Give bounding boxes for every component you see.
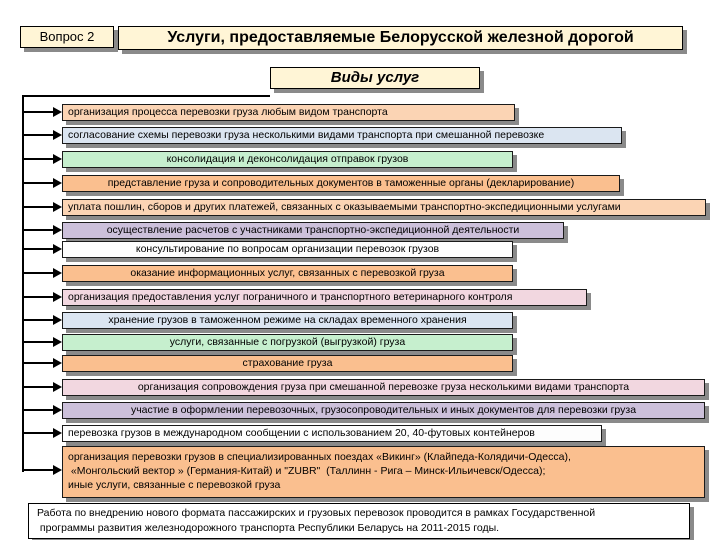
program-note-line-2: программы развития железнодорожного транспорта Республики Беларусь на 2011-2015 годы. — [37, 522, 500, 534]
connector-branch-6 — [24, 229, 53, 231]
connector-branch-13 — [24, 386, 53, 388]
question-label: Вопрос 2 — [20, 26, 114, 48]
service-item-7: консультирование по вопросам организации перевозок грузов — [62, 241, 513, 258]
special-trains-line-3: иные услуги, связанные с перевозкой груза — [68, 479, 281, 491]
arrow-icon — [53, 154, 62, 164]
connector-branch-2 — [24, 134, 53, 136]
special-trains-line-1: организация перевозки грузов в специализированных поездах «Викинг» (Клайпеда-Колядичи-Одесса), — [68, 451, 571, 463]
service-item-2: согласование схемы перевозки груза несколькими видами транспорта при смешанной перевозке — [62, 127, 622, 144]
service-item-6: осуществление расчетов с участниками транспортно-экспедиционной деятельности — [62, 222, 564, 239]
service-item-11: услуги, связанные с погрузкой (выгрузкой) груза — [62, 334, 513, 351]
program-note — [28, 503, 690, 539]
arrow-icon — [53, 130, 62, 140]
service-item-3: консолидация и деконсолидация отправок грузов — [62, 151, 513, 168]
arrow-icon — [53, 358, 62, 368]
connector-branch-7 — [24, 248, 53, 250]
connector-branch-11 — [24, 341, 53, 343]
service-item-13: организация сопровождения груза при смешанной перевозке груза несколькими видами транспорта — [62, 379, 705, 396]
arrow-icon — [53, 268, 62, 278]
arrow-icon — [53, 225, 62, 235]
service-item-1: организация процесса перевозки груза любым видом транспорта — [62, 104, 515, 121]
service-item-12: страхование груза — [62, 355, 513, 372]
arrow-icon — [53, 292, 62, 302]
service-item-14: участие в оформлении перевозочных, грузосопроводительных и иных документов для перевозки груза — [62, 402, 705, 419]
connector-branch-special-trains — [24, 469, 53, 471]
connector-trunk — [22, 96, 24, 472]
program-note-line-1: Работа по внедрению нового формата пассажирских и грузовых перевозок проводится в рамках Государственной — [37, 507, 596, 519]
arrow-icon — [53, 244, 62, 254]
arrow-icon — [53, 107, 62, 117]
arrow-icon — [53, 465, 62, 475]
connector-branch-5 — [24, 206, 53, 208]
connector-branch-12 — [24, 362, 53, 364]
arrow-icon — [53, 428, 62, 438]
arrow-icon — [53, 202, 62, 212]
special-trains-line-2: «Монгольский вектор » (Германия-Китай) и "ZUBR" (Таллинн - Рига – Минск-Ильичевск/Одесса); — [68, 465, 546, 477]
service-item-special-trains — [62, 446, 705, 498]
service-item-9: организация предоставления услуг пограничного и транспортного ветеринарного контроля — [62, 289, 587, 306]
connector-branch-9 — [24, 296, 53, 298]
arrow-icon — [53, 337, 62, 347]
root-node-service-types: Виды услуг — [270, 67, 480, 89]
service-item-8: оказание информационных услуг, связанных с перевозкой груза — [62, 265, 513, 282]
connector-branch-4 — [24, 182, 53, 184]
arrow-icon — [53, 315, 62, 325]
service-item-4: представление груза и сопроводительных документов в таможенные органы (декларирование) — [62, 175, 620, 192]
connector-branch-10 — [24, 319, 53, 321]
arrow-icon — [53, 382, 62, 392]
page-title: Услуги, предоставляемые Белорусской железной дорогой — [118, 26, 683, 50]
connector-branch-15 — [24, 432, 53, 434]
service-item-15: перевозка грузов в международном сообщении с использованием 20, 40-футовых контейнеров — [62, 425, 602, 442]
service-item-10: хранение грузов в таможенном режиме на складах временного хранения — [62, 312, 513, 329]
connector-branch-3 — [24, 158, 53, 160]
connector-branch-8 — [24, 272, 53, 274]
connector-branch-1 — [24, 111, 53, 113]
connector-branch-14 — [24, 409, 53, 411]
service-item-5: уплата пошлин, сборов и других платежей, связанных с оказываемыми транспортно-экспедиционными услугами — [62, 199, 706, 216]
arrow-icon — [53, 405, 62, 415]
connector-top — [22, 95, 270, 97]
arrow-icon — [53, 178, 62, 188]
